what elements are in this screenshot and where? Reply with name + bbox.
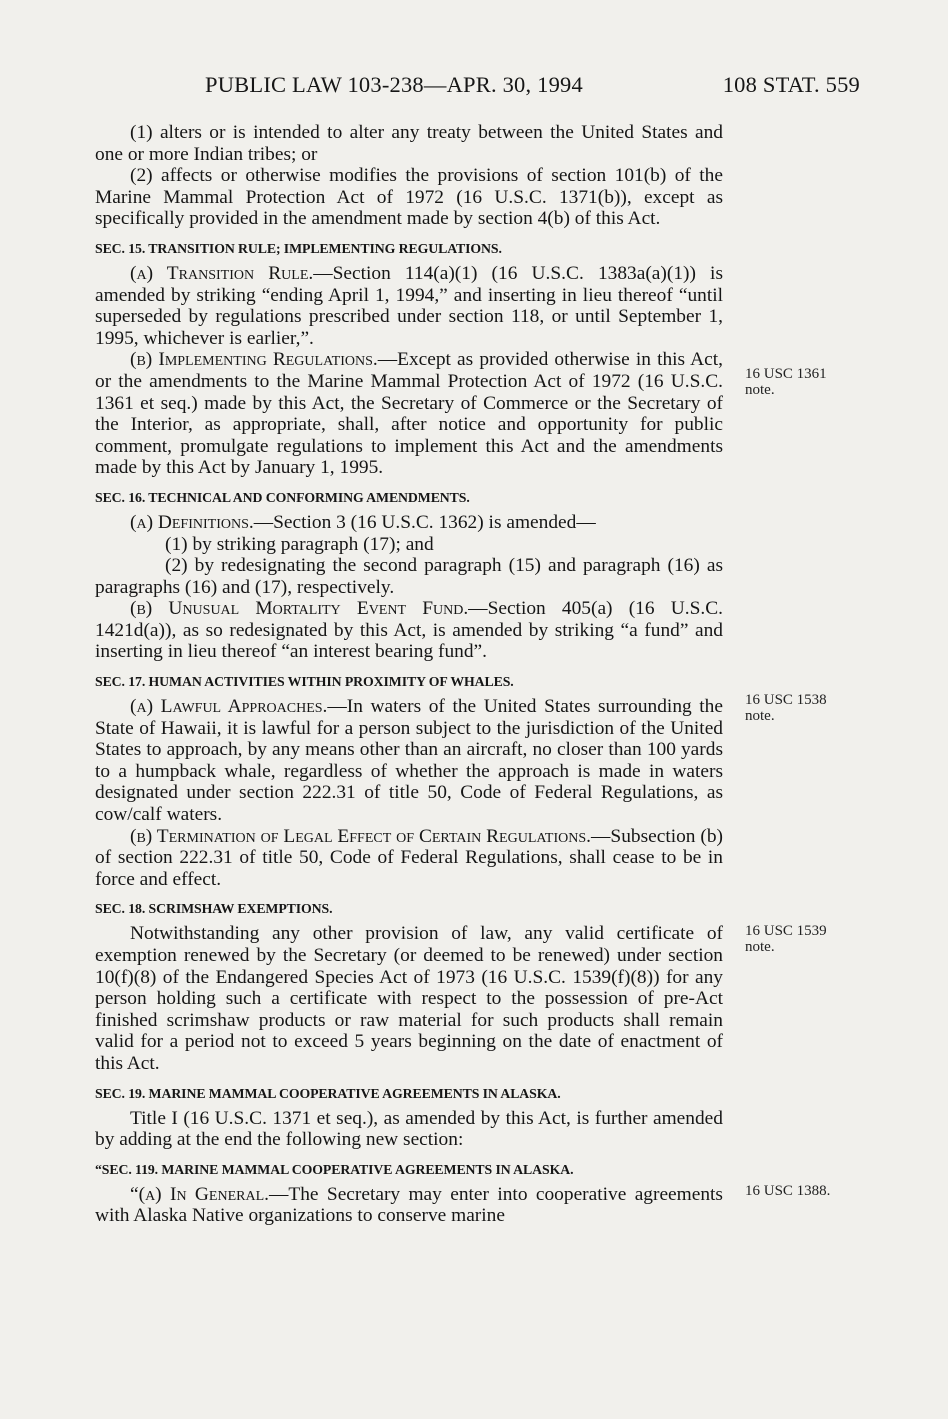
sec-19-heading: SEC. 19. MARINE MAMMAL COOPERATIVE AGREEMENTS IN ALASKA. [95, 1085, 561, 1101]
intro-item-2: (2) affects or otherwise modifies the provisions of section 101(b) of the Marine Mammal Protection Act of 1972 (16 U.S.C. 1371(b)), except as specifically provided in the amendment made by section 4(b) of this Act. [95, 165, 723, 230]
margin-note-sec-15-line1: 16 USC 1361 [745, 366, 827, 382]
sec-15-heading: SEC. 15. TRANSITION RULE; IMPLEMENTING REGULATIONS. [95, 240, 502, 256]
sec-18-heading: SEC. 18. SCRIMSHAW EXEMPTIONS. [95, 901, 333, 917]
sec-17-heading: SEC. 17. HUMAN ACTIVITIES WITHIN PROXIMITY OF WHALES. [95, 674, 514, 690]
sec-15-b-label: (b) Implementing Regulations. [130, 349, 378, 371]
header-stat-page: 108 STAT. 559 [722, 72, 860, 97]
sec-17-a [95, 696, 723, 826]
sec-16-a-1: (1) by striking paragraph (17); and [165, 533, 434, 555]
sec-17-a-label: (a) Lawful Approaches. [130, 696, 328, 718]
sec-19-text: Title I (16 U.S.C. 1371 et seq.), as amended by this Act, is further amended by adding at the end the following new section: [95, 1107, 723, 1151]
header-title: PUBLIC LAW 103-238—APR. 30, 1994 [205, 72, 583, 97]
sec-15-a [95, 263, 723, 349]
sec-16-b-text: —Section 405(a) (16 U.S.C. 1421d(a)), as so redesignated by this Act, is amended by striking “a fund” and inserting in lieu thereof “an interest bearing fund”. [95, 598, 723, 663]
sec-16-a-label: (a) Definitions. [130, 511, 254, 533]
sec-17-b [95, 826, 723, 891]
sec-119-heading: “SEC. 119. MARINE MAMMAL COOPERATIVE AGREEMENTS IN ALASKA. [95, 1161, 574, 1177]
sec-16-heading: SEC. 16. TECHNICAL AND CONFORMING AMENDMENTS. [95, 489, 470, 505]
sec-18-text: Notwithstanding any other provision of law, any valid certificate of exemption renewed by the Secretary (or deemed to be renewed) under section 10(f)(8) of the Endangered Species Act of 1973 (16 U.S.C. 1539(f)(8)) for any person holding such a certificate with respect to the possession of pre-Act finished scrimshaw products or raw material for such products shall remain valid for a period not to exceed 5 years beginning on the date of enactment of this Act. [95, 923, 723, 1074]
margin-note-sec-17-line2: note. [745, 708, 775, 724]
margin-note-sec-15 [745, 366, 827, 398]
sec-16-a-2: (2) by redesignating the second paragraph (15) and paragraph (16) as paragraphs (16) and (17), respectively. [95, 555, 723, 598]
margin-note-sec-15-line2: note. [745, 382, 775, 398]
margin-note-sec-18-line1: 16 USC 1539 [745, 923, 827, 939]
margin-note-sec-17 [745, 692, 827, 724]
sec-15-b-text: —Except as provided otherwise in this Act, or the amendments to the Marine Mammal Protection Act of 1972 (16 U.S.C. 1361 et seq.) made by this Act, the Secretary of Commerce or the Secretary of the Interior, as appropriate, shall, after notice and opportunity for public comment, promulgate regulations to implement this Act and the amendments made by this Act by January 1, 1995. [95, 349, 723, 479]
sec-17-b-label: (b) Termination of Legal Effect of Certain Regulations. [130, 825, 592, 847]
sec-119-a-label: “(a) In General. [130, 1183, 269, 1205]
sec-17-b-text: —Subsection (b) of section 222.31 of title 50, Code of Federal Regulations, shall cease to be in force and effect. [95, 825, 723, 890]
sec-17-a-text: —In waters of the United States surrounding the State of Hawaii, it is lawful for a person subject to the jurisdiction of the United States to approach, by any means other than an aircraft, no closer than 100 yards to a humpback whale, regardless of whether the approach is made in waters designated under section 222.31 of title 50, Code of Federal Regulations, as cow/calf waters. [95, 696, 723, 826]
margin-note-sec-17-line1: 16 USC 1538 [745, 692, 827, 708]
sec-15-a-label: (a) Transition Rule. [130, 262, 314, 284]
sec-15-b [95, 349, 723, 479]
document-body [95, 122, 723, 1227]
sec-16-a [95, 512, 723, 534]
margin-note-sec-18 [745, 923, 827, 955]
sec-16-b-label: (b) Unusual Mortality Event Fund. [130, 598, 469, 620]
margin-note-sec-119: 16 USC 1388. [745, 1183, 831, 1199]
margin-note-sec-18-line2: note. [745, 939, 775, 955]
sec-16-a-text: —Section 3 (16 U.S.C. 1362) is amended— [253, 511, 596, 533]
sec-16-b [95, 598, 723, 663]
sec-119-a-text: —The Secretary may enter into cooperative agreements with Alaska Native organizations to conserve marine [95, 1183, 723, 1227]
intro-item-1: (1) alters or is intended to alter any treaty between the United States and one or more Indian tribes; or [95, 122, 723, 165]
sec-119-a [95, 1184, 723, 1227]
sec-15-a-text: —Section 114(a)(1) (16 U.S.C. 1383a(a)(1)) is amended by striking “ending April 1, 1994,” and inserting in lieu thereof “until superseded by regulations prescribed under section 118, or until September 1, 1995, whichever is earlier,”. [95, 262, 723, 349]
